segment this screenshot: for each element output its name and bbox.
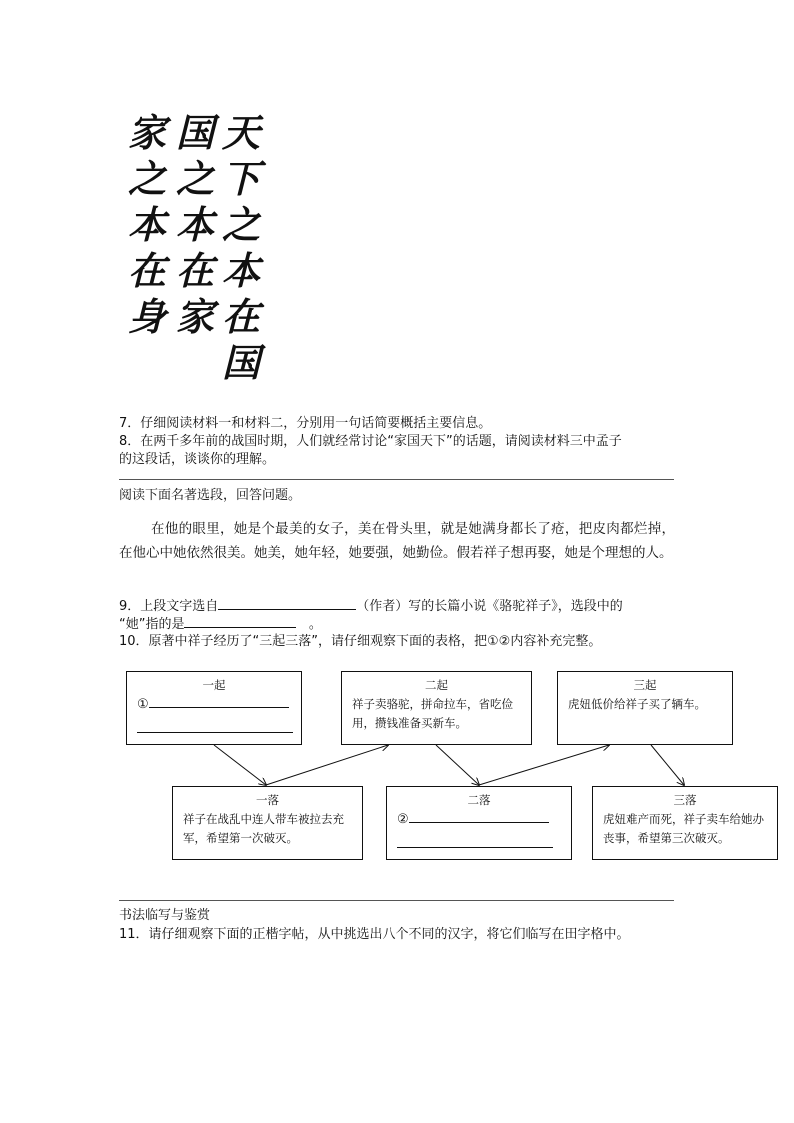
section-heading-reading: 阅读下面名著选段，回答问题。 <box>119 488 302 503</box>
fall-3-text: 虎妞难产而死，祥子卖车给她办丧事，希望第三次破灭。 <box>603 812 764 845</box>
calligraphy-char: 在 <box>175 248 214 293</box>
fall-3-title: 三落 <box>673 793 697 807</box>
calligraphy-char: 身 <box>127 294 166 339</box>
arrow-rise3-to-fall3 <box>651 745 684 785</box>
arrow-fall2-to-rise3 <box>479 745 609 785</box>
reading-passage: 在他的眼里，她是个最美的女子，美在骨头里，就是她满身都长了疮，把皮肉都烂掉，在他心中她依然很美。她美，她年轻，她要强，她勤俭。假若祥子想再娶，她是个理想的人。 <box>119 521 675 561</box>
calligraphy-char: 家 <box>175 294 214 339</box>
fall-2-answer-line-2[interactable] <box>397 835 553 848</box>
question-9-text-c: “她”指的是 <box>119 617 185 632</box>
fall-3-box <box>592 786 778 860</box>
question-8-line1: 8．在两千多年前的战国时期，人们就经常讨论“家国天下”的话题，请阅读材料三中孟子 <box>119 434 622 449</box>
rise-3-title: 三起 <box>633 678 657 692</box>
fall-2-title: 二落 <box>467 793 491 807</box>
question-10: 10．原著中祥子经历了“三起三落”，请仔细观察下面的表格，把①②内容补充完整。 <box>119 634 602 649</box>
calligraphy-char: 在 <box>127 248 166 293</box>
calligraphy-char: 家 <box>127 110 166 155</box>
rise-1-marker: ① <box>137 697 149 712</box>
fall-1-title: 一落 <box>256 793 279 807</box>
calligraphy-char: 本 <box>221 248 260 293</box>
question-8-line2: 的这段话，谈谈你的理解。 <box>119 452 276 467</box>
question-9-text-d: 。 <box>308 617 322 632</box>
fall-1-box <box>172 786 363 860</box>
calligraphy-char: 在 <box>221 294 260 339</box>
rise-1-answer-line-2[interactable] <box>137 720 293 733</box>
rise-3-text: 虎妞低价给祥子买了辆车。 <box>568 697 706 711</box>
section-heading-calligraphy: 书法临写与鉴赏 <box>119 908 211 923</box>
question-11: 11．请仔细观察下面的正楷字帖，从中挑选出八个不同的汉字，将它们临写在田字格中。 <box>119 927 630 942</box>
calligraphy-char: 之 <box>221 202 260 247</box>
fall-2-box <box>386 786 572 860</box>
calligraphy-char: 国 <box>221 340 260 385</box>
calligraphy-char: 之 <box>127 156 166 201</box>
calligraphy-char: 下 <box>221 156 260 201</box>
rise-2-box <box>341 671 532 745</box>
fall-2-marker: ② <box>397 812 409 827</box>
question-7: 7．仔细阅读材料一和材料二，分别用一句话简要概括主要信息。 <box>119 416 492 431</box>
calligraphy-char: 本 <box>175 202 214 247</box>
rise-1-answer-line[interactable] <box>149 695 289 708</box>
rise-2-title: 二起 <box>425 678 448 692</box>
fall-2-answer-line[interactable] <box>409 810 549 823</box>
question-9-text-a: 9．上段文字选自 <box>119 599 219 614</box>
rise-1-title: 一起 <box>202 678 226 692</box>
calligraphy-char: 天 <box>221 110 260 155</box>
question-9-text-b: （作者）写的长篇小说《骆驼祥子》，选段中的 <box>356 599 623 614</box>
calligraphy-char: 本 <box>127 202 166 247</box>
calligraphy-char: 之 <box>175 156 214 201</box>
arrow-rise1-to-fall1 <box>214 745 266 785</box>
rise-2-text: 祥子卖骆驼，拼命拉车，省吃俭用，攒钱准备买新车。 <box>352 697 513 730</box>
rise-3-box <box>557 671 733 745</box>
calligraphy-char: 国 <box>175 110 214 155</box>
arrow-fall1-to-rise2 <box>266 745 388 785</box>
rise-1-box <box>126 671 302 745</box>
arrow-rise2-to-fall2 <box>436 745 479 785</box>
divider <box>119 900 674 901</box>
fall-1-text: 祥子在战乱中连人带车被拉去充军，希望第一次破灭。 <box>183 812 344 845</box>
